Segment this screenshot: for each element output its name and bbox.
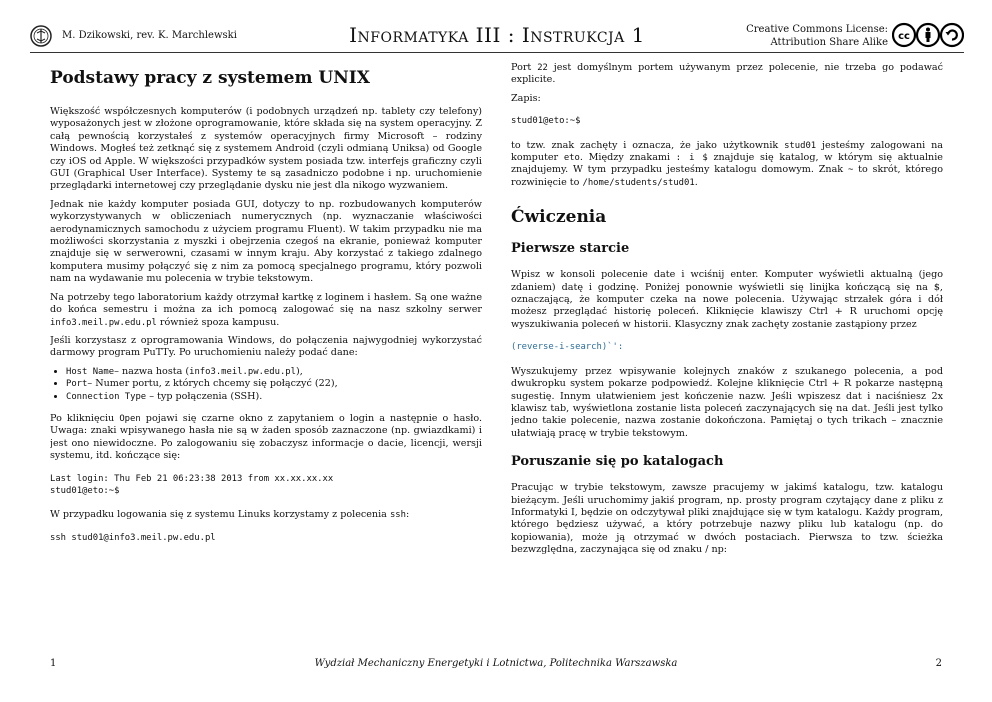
list-item: • Port– Numer portu, z których chcemy się połączyć (22), bbox=[66, 378, 482, 390]
paragraph: Na potrzeby tego laboratorium każdy otrzymał kartkę z loginem i hasłem. Są one ważne do końca semestru i można za ich pomocą zalogować się na nasz szkolny serwer info3.meil.pw.edu.pl również spoza kampusu. bbox=[50, 291, 482, 328]
page-header bbox=[30, 20, 964, 52]
paragraph: W przypadku logowania się z systemu Linuks korzystamy z polecenia ssh: bbox=[50, 509, 410, 521]
paragraph: Jeśli korzystasz z oprogramowania Windows, do połączenia najwygodniej wykorzystać darmowy program PuTTy. Po uruchomieniu należy podać dane: bbox=[50, 334, 482, 359]
paragraph: Pracując w trybie tekstowym, zawsze pracujemy w jakimś katalogu, tzw. katalogu bieżącym. Jeśli uruchomimy jakiś program, np. prosty program czytający dane z pliku z Informatyki I, będzie on odczytywał pliki znajdujące się w tym katalogu. Każdy program, którego będziesz używać, a który potrzebuje nazwy pliku lub katalogu (np. do kopiowania), może ją otrzymać w dwóch postaciach. Pierwsza to tzw. ścieżka bezwzględna, zaczynająca się od znaku / np: bbox=[511, 482, 943, 556]
paragraph: Port 22 jest domyślnym portem używanym przez polecenie, nie trzeba go podawać explicite. bbox=[511, 62, 943, 86]
code-block: Last login: Thu Feb 21 06:23:38 2013 from xx.xx.xx.xx stud01@eto:~$ bbox=[50, 473, 334, 496]
paragraph: Wyszukujemy przez wpisywanie kolejnych znaków z szukanego polecenia, a pod dwukropku system pokarze podpowiedź. Kolejne kliknięcie Ctrl + R pokarze następną sugestię. Innym ułatwieniem jest kończenie nazw. Jeśli wpiszesz dat i naciśniesz 2x klawisz tab, wyświetlona zostanie lista poleceń zaczynających się na dat. Jeśli jest tylko jedno takie polecenie, nazwa zostanie dokończona. Pamiętaj o tych trikach – znacznie ułatwiają pracę w trybie tekstowym. bbox=[511, 365, 943, 439]
section-heading: Ćwiczenia bbox=[511, 207, 607, 228]
paragraph: Większość współczesnych komputerów (i podobnych urządzeń np. tablety czy telefony) wyposażonych jest w złożone oprogramowanie, które składa się na system operacyjny. Z całą pewnością korzystałeś z systemów operacyjnych firmy Microsoft – rodziny Windows. Mogłeś też zetknąć się z systemem Android (czyli odmianą Uniksa) od Google czy iOS od Apple. W większości przypadków system posiada tzw. interfejs graficzny czyli GUI (Graphical User Interface). Systemy te są zasadniczo podobne i np. uruchomienie przeglądarki internetowej czy przeglądanie dysku nie jest dla nikogo wyzwaniem. bbox=[50, 106, 482, 192]
cc-by-sa-icon bbox=[892, 22, 964, 48]
paragraph: to tzw. znak zachęty i oznacza, że jako użytkownik stud01 jesteśmy zalogowani na komputer eto. Między znakami : i $ znajduje się katalog, w którym się aktualnie znajdujemy. W tym przypadku jesteśmy katalogu domowym. Znak ~ to skrót, którego rozwinięcie to /home/students/stud01. bbox=[511, 139, 943, 188]
header-rule bbox=[30, 52, 964, 53]
right-column bbox=[511, 62, 943, 654]
page-footer bbox=[50, 658, 942, 672]
left-column bbox=[50, 62, 482, 654]
document-title: Informatyka III : Instrukcja 1 bbox=[349, 23, 645, 47]
code-block: stud01@eto:~$ bbox=[511, 116, 581, 127]
footer-institution: Wydział Mechaniczny Energetyki i Lotnictwa, Politechnika Warszawska bbox=[314, 658, 678, 669]
paragraph: Po kliknięciu Open pojawi się czarne okno z zapytaniem o login a następnie o hasło. Uwaga: znaki wpisywanego hasła nie są w żaden sposób zaznaczone (np. gwiazdkami) i jest ono niewidoczne. Po zalogowaniu się zobaczysz informacje o dacie, licencji, wersji systemu, itd. kończące się: bbox=[50, 412, 482, 462]
authors: M. Dzikowski, rev. K. Marchlewski bbox=[62, 30, 237, 41]
paragraph: Wpisz w konsoli polecenie date i wciśnij enter. Komputer wyświetli aktualną (jego zdaniem) datę i godzinę. Poniżej ponownie wyświetli się linijka kończącą się na $, oznaczającą, że komputer czeka na nowe polecenia. Używając strzałek góra i dół możesz przeglądać historię poleceń. Kliknięcie klawiszy Ctrl + R uruchomi opcję wyszukiwania poleceń w historii. Klasyczny znak zachęty zostanie zastąpiony przez bbox=[511, 269, 943, 330]
subsection-heading: Poruszanie się po katalogach bbox=[511, 454, 724, 470]
page-number-left: 1 bbox=[50, 658, 57, 669]
bullet-list bbox=[50, 366, 482, 403]
svg-text:cc: cc bbox=[898, 31, 910, 42]
paragraph: Jednak nie każdy komputer posiada GUI, dotyczy to np. rozbudowanych komputerów wykorzystywanych w obliczeniach numerycznych (np. wyznaczanie właściwości aerodynamicznych samochodu z użyciem programu Fluent). W takim przypadku nie ma możliwości skorzystania z myszki i obejrzenia czegoś na ekranie, ponieważ komputer znajduje się w serwerowni, czasami w innym kraju. Aby korzystać z takiego zdalnego komputera musimy połączyć się z nim za pomocą specjalnego programu, który pozwoli nam na wydawanie mu polecenia w trybie tekstowym. bbox=[50, 198, 482, 285]
page-number-right: 2 bbox=[935, 658, 942, 669]
license-text bbox=[746, 23, 888, 49]
paragraph: Zapis: bbox=[511, 92, 541, 104]
code-block: ssh stud01@info3.meil.pw.edu.pl bbox=[50, 532, 216, 543]
license-line-1: Creative Commons License: bbox=[746, 24, 888, 35]
code-block: (reverse-i-search)`': bbox=[511, 342, 624, 353]
section-heading: Podstawy pracy z systemem UNIX bbox=[50, 68, 370, 88]
list-item: • Host Name– nazwa hosta (info3.meil.pw.edu.pl), bbox=[66, 366, 482, 378]
license-line-2: Attribution Share Alike bbox=[770, 37, 888, 48]
subsection-heading: Pierwsze starcie bbox=[511, 241, 630, 257]
list-item: • Connection Type – typ połączenia (SSH). bbox=[66, 391, 482, 403]
